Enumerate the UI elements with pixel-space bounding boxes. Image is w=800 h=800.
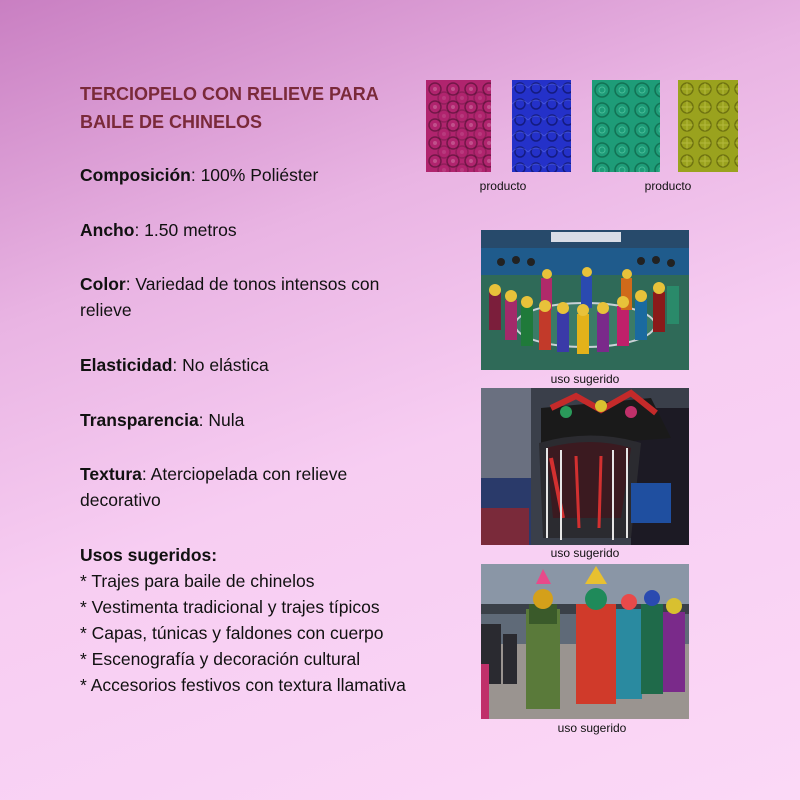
usage-caption: uso sugerido (550, 546, 620, 560)
spec-value: : Nula (198, 410, 245, 430)
product-caption: producto (644, 179, 692, 193)
list-item: * Escenografía y decoración cultural (80, 649, 361, 669)
usage-caption: uso sugerido (557, 721, 627, 735)
spec-label: Elasticidad (80, 355, 173, 375)
fabric-swatch-green (592, 80, 660, 172)
spec-label: Transparencia (80, 410, 199, 430)
list-item: * Capas, túnicas y faldones con cuerpo (80, 623, 384, 643)
spec-label: Ancho (80, 220, 135, 240)
usage-photo-group (481, 230, 689, 370)
uses-heading: Usos sugeridos: (80, 545, 218, 565)
spec-label: Color (80, 274, 126, 294)
list-item: * Trajes para baile de chinelos (80, 571, 315, 591)
uses-list (80, 542, 420, 698)
fabric-swatch-olive (678, 80, 738, 172)
spec-texture (80, 461, 420, 513)
spec-transparency (80, 407, 420, 433)
list-item: * Accesorios festivos con textura llamativa (80, 675, 406, 695)
spec-composition (80, 162, 420, 188)
spec-label: Composición (80, 165, 191, 185)
spec-width (80, 217, 420, 243)
usage-caption: uso sugerido (550, 372, 620, 386)
spec-value: : 100% Poliéster (190, 165, 319, 185)
page-title: TERCIOPELO CON RELIEVE PARA BAILE DE CHINELOS (80, 84, 379, 132)
spec-value: : Aterciopelada con relieve decorativo (80, 464, 348, 510)
spec-value: : 1.50 metros (134, 220, 237, 240)
fabric-swatch-blue (512, 80, 571, 172)
product-caption: producto (479, 179, 527, 193)
spec-label: Textura (80, 464, 142, 484)
usage-photo-mask (481, 388, 689, 545)
usage-photo-parade (481, 564, 689, 719)
fabric-swatch-magenta (426, 80, 491, 172)
spec-value: : No elástica (172, 355, 269, 375)
list-item: * Vestimenta tradicional y trajes típicos (80, 597, 380, 617)
spec-value: : Variedad de tonos intensos con relieve (80, 274, 380, 320)
spec-elasticity (80, 352, 420, 378)
spec-color (80, 271, 420, 323)
